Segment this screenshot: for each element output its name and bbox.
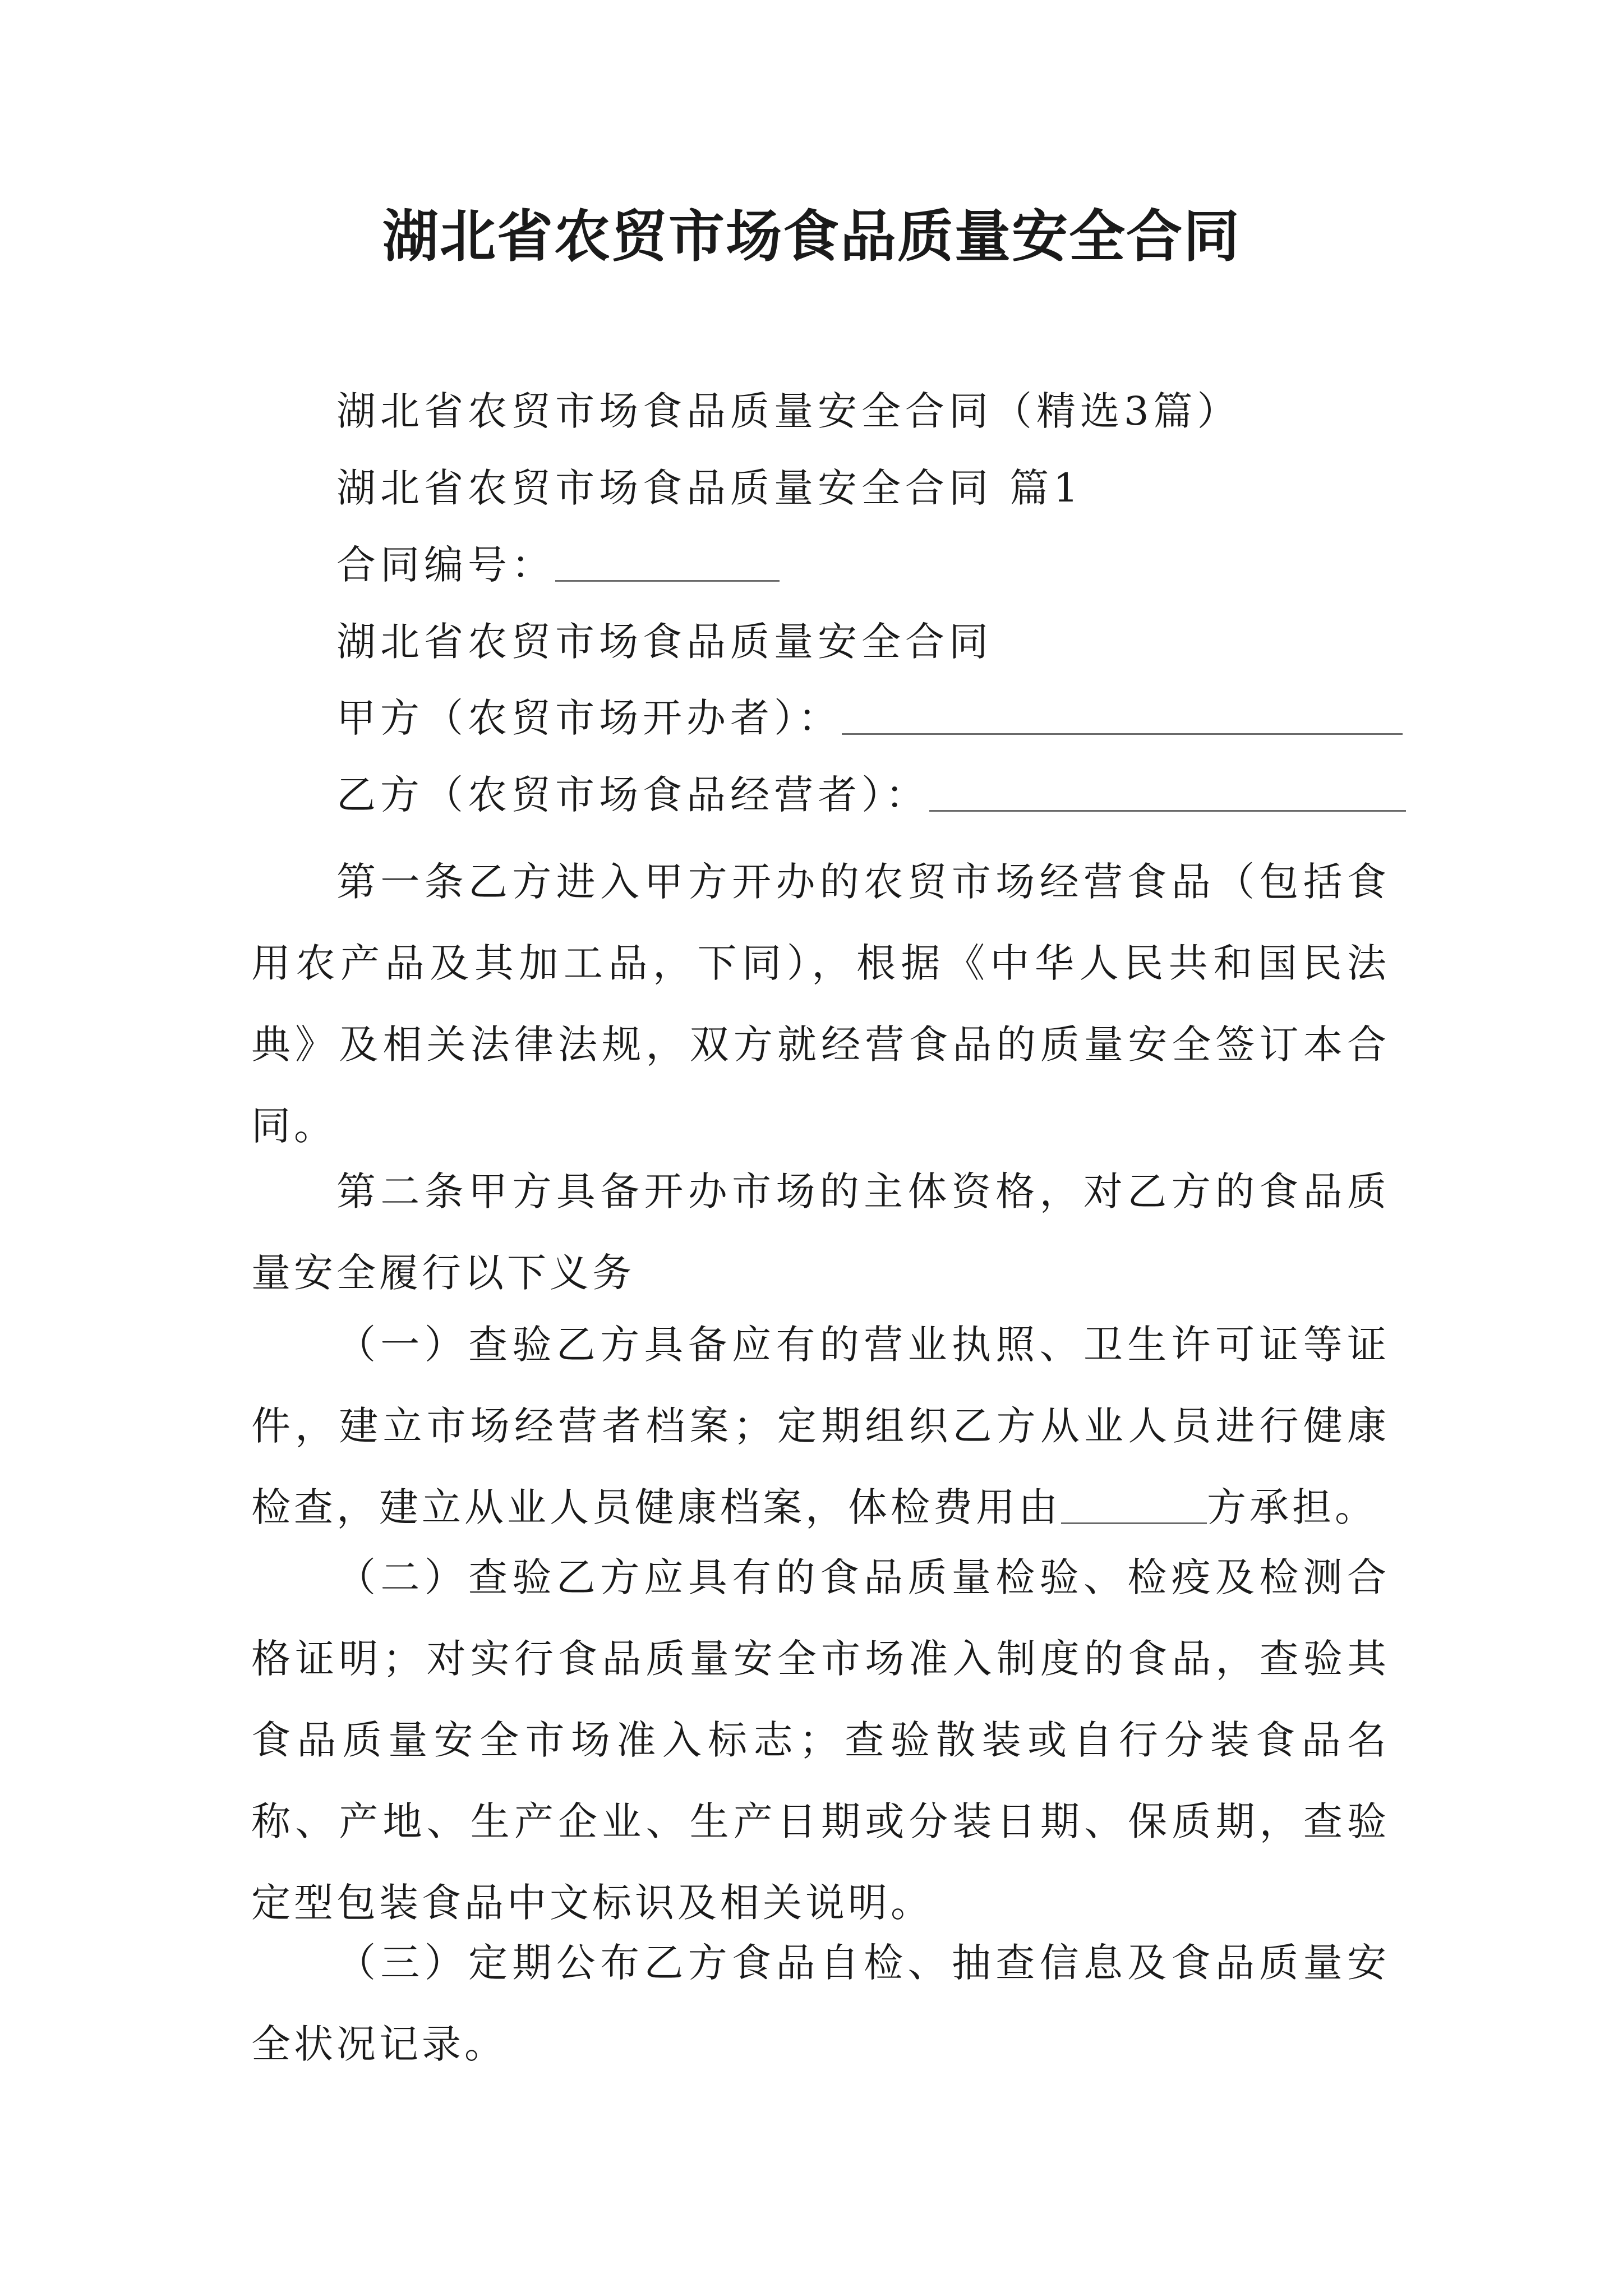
contract-number-label: 合同编号： bbox=[336, 542, 555, 588]
article-2: 第二条甲方具备开办市场的主体资格，对乙方的食品质量安全履行以下义务 bbox=[251, 1168, 1390, 1296]
contract-name: 湖北省农贸市场食品质量安全合同 bbox=[336, 619, 993, 665]
item-2: （二）查验乙方应具有的食品质量检验、检疫及检测合格证明；对实行食品质量安全市场准入制度的食品，查验其食品质量安全市场准入标志；查验散装或自行分装食品名称、产地、生产企业、生产日期或分装日期、保质期，查验定型包装食品中文标识及相关说明。 bbox=[251, 1554, 1390, 1926]
document-title: 湖北省农贸市场食品质量安全合同 bbox=[382, 204, 1241, 269]
item-1 bbox=[251, 1304, 1390, 1548]
party-a-blank bbox=[842, 694, 1403, 735]
article-1: 第一条乙方进入甲方开办的农贸市场经营食品（包括食用农产品及其加工品，下同），根据《中华人民共和国民法典》及相关法律法规，双方就经营食品的质量安全签订本合同。 bbox=[251, 859, 1390, 1149]
section-heading: 湖北省农贸市场食品质量安全合同 篇1 bbox=[336, 465, 1083, 511]
party-a-label: 甲方（农贸市场开办者）： bbox=[336, 695, 842, 741]
party-b-line bbox=[336, 767, 1406, 823]
item-1-tail: 方承担。 bbox=[1207, 1484, 1377, 1530]
party-b-blank bbox=[929, 771, 1406, 812]
document-subtitle: 湖北省农贸市场食品质量安全合同（精选3篇） bbox=[336, 388, 1241, 434]
party-a-line bbox=[336, 690, 1403, 746]
party-b-label: 乙方（农贸市场食品经营者）： bbox=[336, 772, 929, 818]
item-3: （三）定期公布乙方食品自检、抽查信息及食品质量安全状况记录。 bbox=[251, 1940, 1390, 2067]
contract-number-line bbox=[336, 537, 780, 593]
fee-payer-blank bbox=[1061, 1483, 1207, 1524]
item-1-text: （一）查验乙方具备应有的营业执照、卫生许可证等证件，建立市场经营者档案；定期组织乙方从业人员进行健康检查，建立从业人员健康档案，体检费用由 bbox=[251, 1322, 1390, 1530]
contract-number-blank bbox=[555, 541, 780, 582]
